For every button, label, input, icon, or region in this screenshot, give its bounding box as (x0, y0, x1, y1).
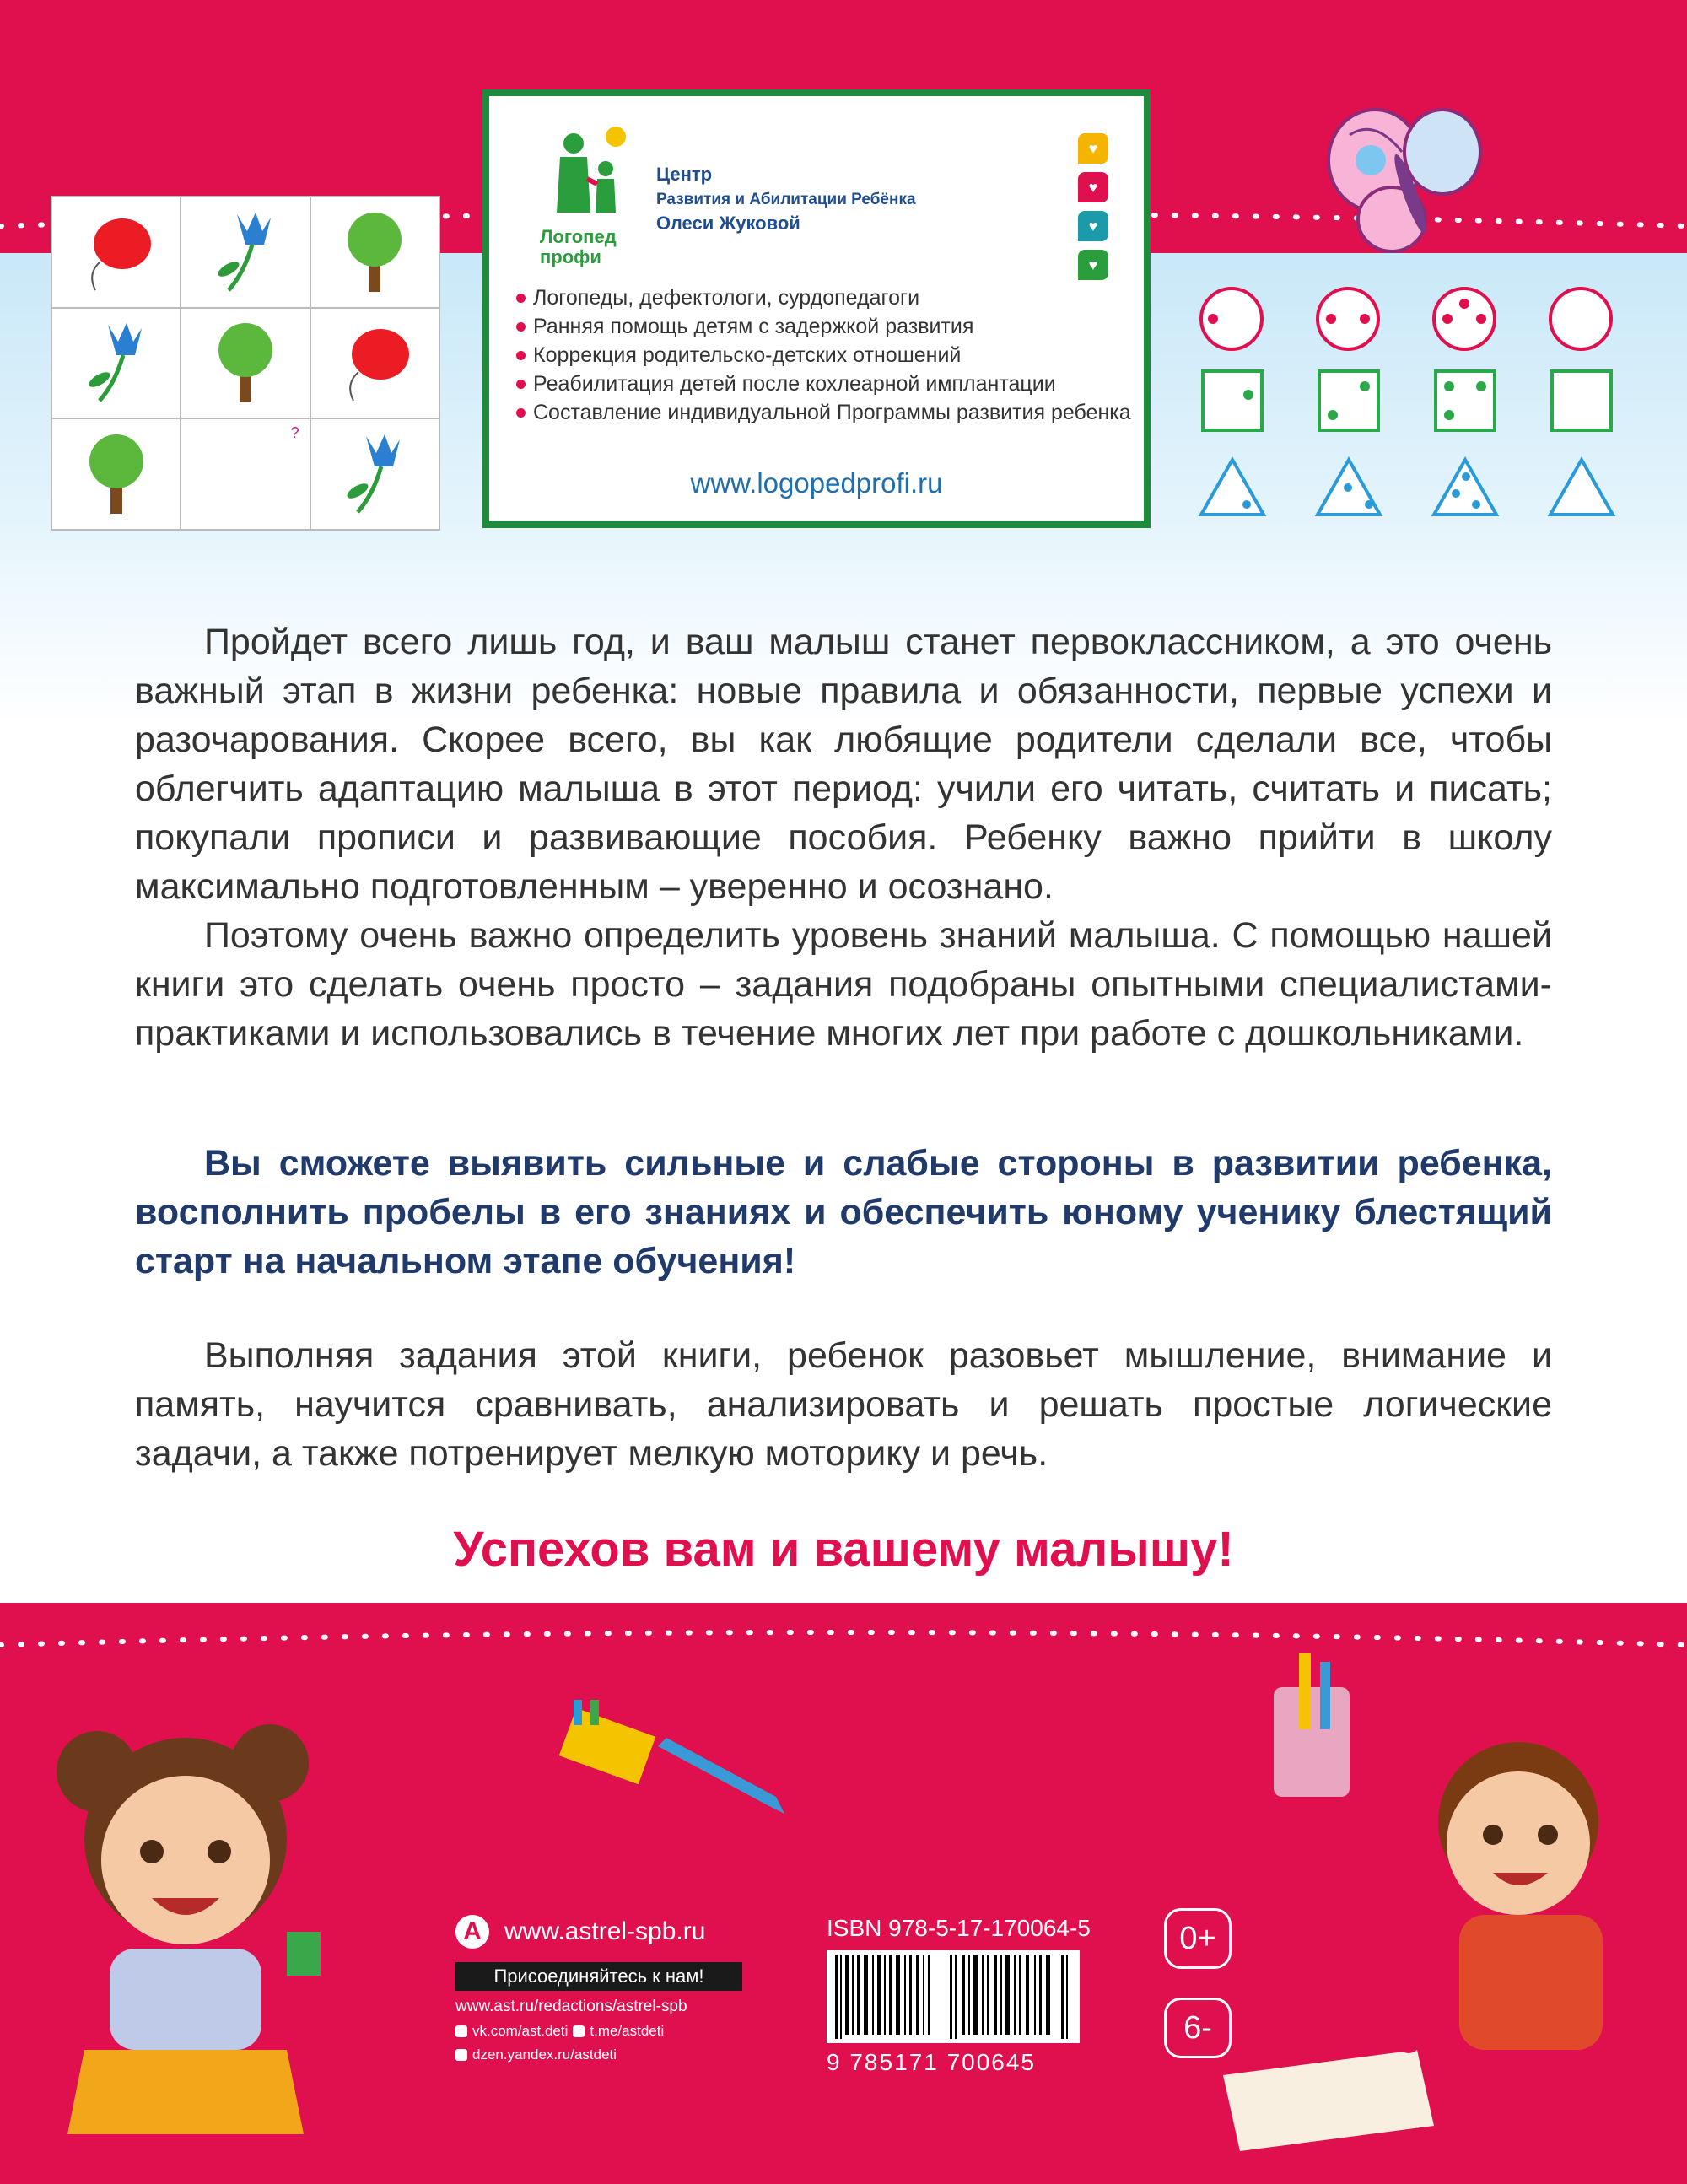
dzen-link[interactable]: dzen.yandex.ru/astdeti (472, 2046, 617, 2063)
age-rating-badge: 0+ (1164, 1908, 1232, 1969)
tree-icon (337, 206, 412, 299)
service-item: Реабилитация детей после кохлеарной имплантации (515, 369, 1139, 398)
social-links-row (455, 2023, 759, 2040)
publisher-logo-icon: А (455, 1915, 489, 1949)
service-item: Коррекция родительско-детских отношений (515, 341, 1139, 369)
service-item: Логопеды, дефектологи, сурдопедагоги (515, 283, 1139, 312)
service-item: Составление индивидуальной Программы развития ребенка (515, 398, 1139, 427)
flower-icon (332, 428, 417, 520)
puzzle-cell-tree (310, 197, 439, 308)
paragraph-2: Поэтому очень важно определить уровень знаний малыша. С помощью нашей книги это сделать очень просто – задания подобраны опытными специалистами-практиками и использовались в течение многих лет при работе с дошкольниками. (135, 915, 1552, 1054)
intro-text (135, 617, 1552, 1058)
brand-line1: Логопед (540, 226, 617, 247)
center-title-line1: Центр (656, 164, 713, 185)
card-website-link[interactable]: www.logopedprofi.ru (690, 467, 943, 499)
center-title-line2: Развития и Абилитации Ребёнка (656, 191, 916, 208)
isbn-block (827, 1915, 1097, 2076)
service-item: Ранняя помощь детям с задержкой развития (515, 312, 1139, 341)
balloon-icon (70, 206, 163, 299)
vk-link[interactable]: vk.com/ast.deti (472, 2023, 569, 2039)
puzzle-cell-flower (310, 418, 439, 530)
heart-icon: ♥ (1078, 250, 1108, 280)
barcode-number: 9 785171 700645 (827, 2049, 1036, 2075)
vk-icon (455, 2025, 467, 2037)
barcode-icon (827, 1950, 1080, 2043)
girl-illustration (17, 1696, 405, 2176)
balloon-icon (328, 316, 421, 409)
publisher-site-link[interactable]: www.astrel-spb.ru (504, 1917, 706, 1945)
picture-puzzle-grid (51, 196, 440, 531)
puzzle-cell-tree (181, 308, 310, 419)
puzzle-cell-flower (51, 308, 181, 419)
flower-icon (203, 206, 288, 299)
tree-icon (208, 316, 283, 409)
puzzle-cell-tree (51, 418, 181, 530)
paragraph-1: Пройдет всего лишь год, и ваш малыш станет первоклассником, а это очень важный этап в жизни ребенка: новые правила и обязанности, первые успехи и разочарования. Скорее всего, вы как любящие родители сделали все, чтобы облегчить адаптацию малыша в этот период: учили его читать, считать и писать; покупали прописи и развивающие пособия. Ребенку важно прийти в школу максимально подготовленным – уверенно и осознано. (135, 622, 1552, 907)
tree-icon (78, 428, 154, 520)
join-us-banner: Присоединяйтесь к нам! (455, 1962, 742, 1991)
center-title (656, 164, 916, 235)
butterfly-icon (1316, 101, 1501, 270)
paragraph-3: Выполняя задания этой книги, ребенок разовьет мышление, внимание и память, научится сравнивать, анализировать и решать простые логические задачи, а также потренирует мелкую моторику и речь. (135, 1335, 1552, 1474)
shape-pattern-grid (1196, 287, 1668, 540)
brand-name (540, 227, 658, 267)
flower-icon (74, 316, 159, 409)
publisher-block (455, 1915, 759, 2063)
center-title-line3: Олеси Жуковой (656, 213, 800, 234)
brand-line2: профи (540, 246, 601, 267)
heart-icon: ♥ (1078, 172, 1108, 202)
speech-therapy-center-card (482, 89, 1151, 528)
isbn-label: ISBN 978-5-17-170064-5 (827, 1915, 1091, 1941)
dzen-row (455, 2046, 759, 2063)
puzzle-cell-flower (181, 197, 310, 308)
age-recommendation-badge: 6- (1164, 1998, 1232, 2058)
publisher-site-row (455, 1915, 759, 1949)
redactions-link[interactable]: www.ast.ru/redactions/astrel-spb (455, 1998, 687, 2015)
closing-wish: Успехов вам и вашему малышу! (453, 1522, 1234, 1577)
puzzle-cell-empty (181, 418, 310, 530)
services-list (515, 283, 1139, 427)
crayons-and-pencil-illustration (523, 1687, 810, 1839)
bold-highlight-paragraph: Вы сможете выявить сильные и слабые стороны в развитии ребенка, восполнить пробелы в его знаниях и обеспечить юному ученику блестящий старт на начальном этапе обучения! (135, 1143, 1552, 1281)
telegram-link[interactable]: t.me/astdeti (590, 2023, 665, 2039)
dzen-icon (455, 2049, 467, 2061)
heart-icon: ♥ (1078, 211, 1108, 241)
telegram-icon (573, 2025, 585, 2037)
heart-tags (1078, 133, 1108, 280)
bottom-dotted-border (0, 1620, 1687, 1653)
puzzle-cell-balloon (310, 308, 439, 419)
puzzle-cell-balloon (51, 197, 181, 308)
heart-icon: ♥ (1078, 133, 1108, 164)
question-mark: ? (290, 424, 299, 442)
